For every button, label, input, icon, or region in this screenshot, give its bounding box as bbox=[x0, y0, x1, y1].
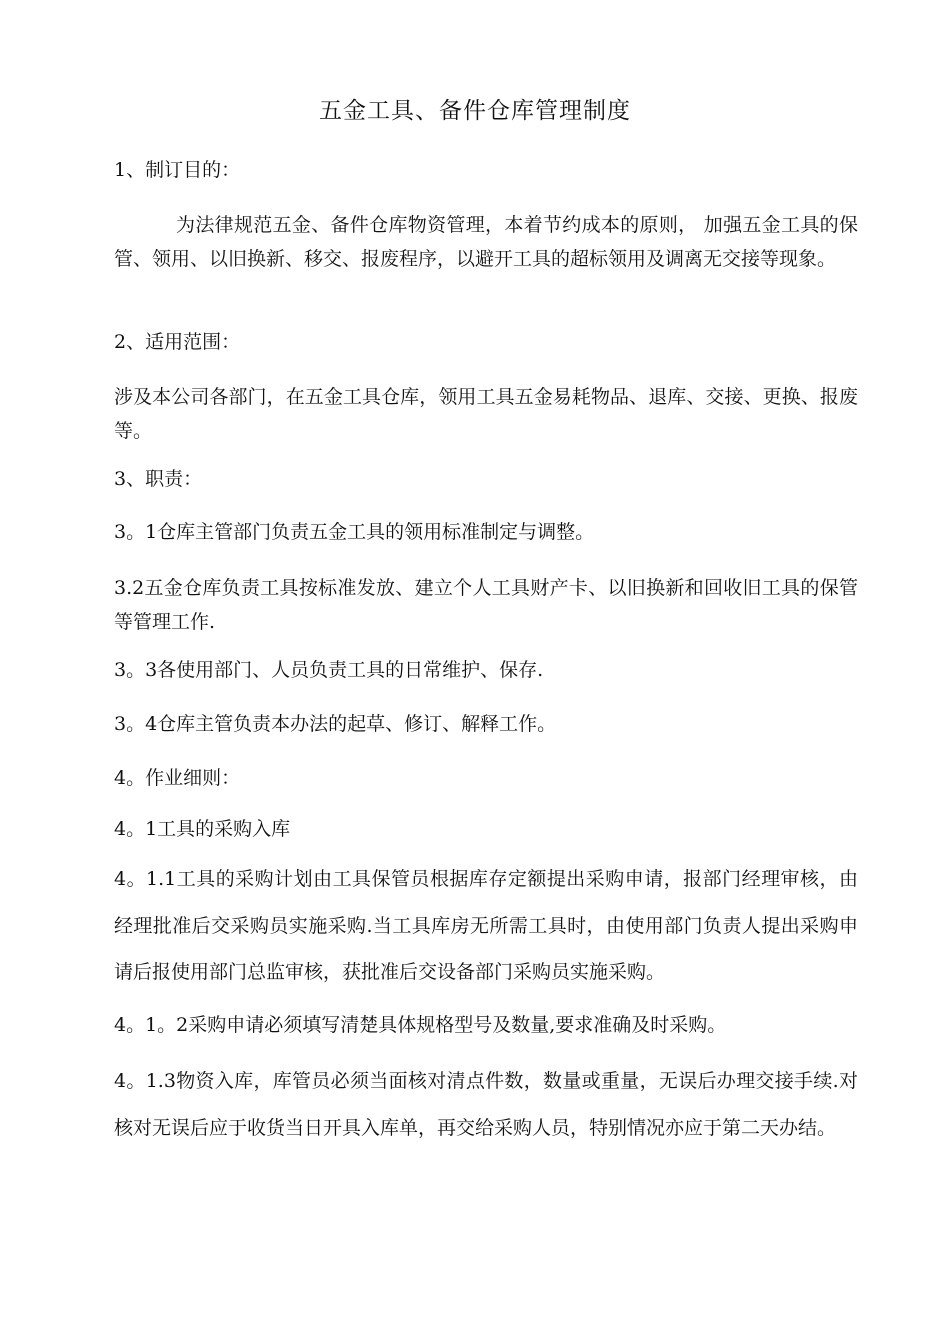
section-4-1-3: 4。1.3物资入库，库管员必须当面核对清点件数，数量或重量，无误后办理交接手续.对核对无误后应于收货当日开具入库单，再交给采购人员，特别情况亦应于第二天办结。 bbox=[114, 1070, 858, 1139]
section-4-1: 4。1工具的采购入库 bbox=[114, 818, 291, 840]
section-4-1-1: 4。1.1工具的采购计划由工具保管员根据库存定额提出采购申请，报部门经理审核，由经理批准后交采购员实施采购.当工具库房无所需工具时，由使用部门负责人提出采购申请后报使用部门总监审核，获批准后交设备部门采购员实施采购。 bbox=[114, 868, 858, 983]
section-1-body: 为法律规范五金、备件仓库物资管理，本着节约成本的原则， 加强五金工具的保管、领用、以旧换新、移交、报废程序，以避开工具的超标领用及调离无交接等现象。 bbox=[114, 214, 858, 270]
section-3-4: 3。4仓库主管负责本办法的起草、修订、解释工作。 bbox=[114, 713, 557, 735]
section-4-1-2: 4。1。2采购申请必须填写清楚具体规格型号及数量,要求准确及时采购。 bbox=[114, 1014, 727, 1036]
section-4-heading: 4。作业细则： bbox=[114, 767, 241, 789]
section-3-3: 3。3各使用部门、人员负责工具的日常维护、保存. bbox=[114, 659, 544, 681]
section-2-body: 涉及本公司各部门，在五金工具仓库，领用工具五金易耗物品、退库、交接、更换、报废等。 bbox=[114, 386, 858, 442]
section-3-1: 3。1仓库主管部门负责五金工具的领用标准制定与调整。 bbox=[114, 521, 595, 543]
section-3-2: 3.2五金仓库负责工具按标准发放、建立个人工具财产卡、以旧换新和回收旧工具的保管等管理工作. bbox=[114, 577, 858, 633]
section-3-heading: 3、职责： bbox=[114, 468, 203, 490]
document-title: 五金工具、备件仓库管理制度 bbox=[319, 98, 631, 124]
section-2-heading: 2、适用范围： bbox=[114, 331, 241, 353]
section-1-heading: 1、制订目的： bbox=[114, 159, 241, 181]
